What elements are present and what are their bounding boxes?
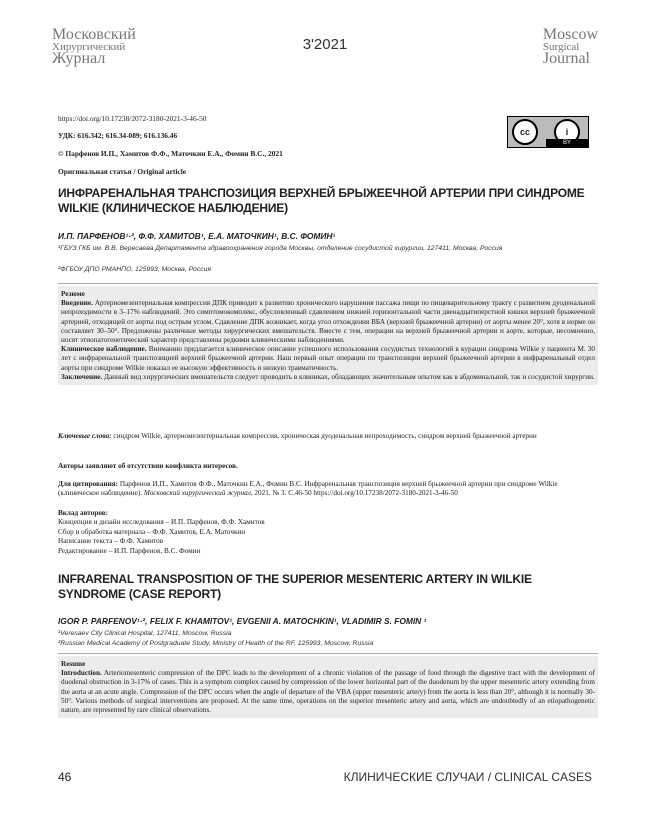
cc-icon: cc	[512, 119, 538, 145]
logo-right-line1: Moscow	[542, 26, 598, 43]
article-type: Оригинальная статья / Original article	[58, 167, 187, 176]
abstract-intro-ru: Введение. Артериомезентериальная компрессия ДПК приводит к развитию хронического нарушения пассажа пищи по пищеварительному тракту с развитием дуоденальной непроходимости в 3–17% наблюдений. Это симптомокомплекс, обусловленный сдавлением нижней горизонтальной части двенадцатиперстной кишки верхней брыжеечной артерией, отходящей от аорты под острым углом. Сдавление ДПК возникает, когда угол отхождения ВБА (верхней брыжеечной артерии) от аорты менее 20°, хотя в норме он составляет 30–50°. Предложены различные методы хирургических вмешательств. Вместе с тем, операции на верхней брыжеечной артерии и аорте, которые, несомненно, носят этиопатогенетический характер представлены редкими клиническими наблюдениями.	[61, 299, 595, 345]
abstract-en	[58, 656, 598, 718]
author-contributions: Вклад авторов: Концепция и дизайн исследования – И.П. Парфенов, Ф.Ф. Хамитов Сбор и обработка материала – Ф.Ф. Хамитов, Е.А. Маточкин Написание текста – Ф.Ф. Хамитов Редактирование – И.П. Парфенов, В.С. Фомин	[58, 509, 598, 556]
affiliation-en-1: ¹Veresaev City Clinical Hospital, 127411, Moscow, Russia	[58, 630, 232, 637]
abstract-case-ru: Клиническое наблюдение. Вниманию предлагается клиническое описание успешного использования сосудистых технологий в курации синдрома Wilkie у пациента М. 30 лет с инфраренальной транспозицией верхней брыжеечной артерии. Наш первый опыт операции по транспозиции верхней брыжеечной артерии в инфраренальный отдел аорты при синдроме Wilkie показал ее высокую эффективность и низкую травматичность.	[61, 345, 595, 372]
doi-link[interactable]: https://doi.org/10.17238/2072-3180-2021-3-46-50	[58, 114, 207, 123]
divider	[58, 283, 598, 284]
keywords-ru: Ключевые слова: синдром Wilkie, артериомезентериальная компрессия, хроническая дуоденальная непроходимость, синдром верхней брыжеечной артерии	[58, 432, 537, 440]
udk: УДК: 616.342; 616.34-089; 616.136.46	[58, 131, 178, 140]
contribution-item: Редактирование – И.П. Парфенов, В.С. Фомин	[58, 546, 201, 555]
logo-left-line3: Журнал	[52, 50, 106, 67]
logo-right-line3: Journal	[542, 50, 590, 67]
journal-logo-right	[542, 26, 598, 67]
logo-right-line2: Surgical	[542, 41, 580, 53]
conflict-statement: Авторы заявляют об отсутствии конфликта интересов.	[58, 462, 238, 470]
contribution-item: Концепция и дизайн исследования – И.П. Парфенов, Ф.Ф. Хамитов	[58, 518, 265, 527]
abstract-conclusion-ru: Заключение. Данный вид хирургических вмешательств следует проводить в клиниках, обладающих значительным опытом как в абдоминальной, так и сосудистой хирургии.	[61, 372, 595, 381]
person-icon: i	[554, 119, 580, 145]
cc-by-license-badge	[507, 116, 589, 148]
logo-left-line2: Хирургический	[52, 41, 126, 53]
section-name: КЛИНИЧЕСКИЕ СЛУЧАИ / CLINICAL CASES	[343, 770, 592, 784]
citation: Для цитирования: Парфенов И.П., Хамитов Ф.Ф., Маточкин Е.А., Фомин В.С. Инфраренальная транспозиция верхней брыжеечной артерии при синдроме Wilkie (клиническое наблюдение). Московский хирургический журнал, 2021. № 3. С.46-50 https://doi.org/10.17238/2072-3180-2021-3-46-50	[58, 480, 558, 498]
article-title-ru: ИНФРАРЕНАЛЬНАЯ ТРАНСПОЗИЦИЯ ВЕРХНЕЙ БРЫЖЕЕЧНОЙ АРТЕРИИ ПРИ СИНДРОМЕ WILKIE (КЛИНИЧЕСКОЕ НАБЛЮДЕНИЕ)	[58, 186, 585, 215]
logo-left-line1: Московский	[52, 26, 136, 43]
article-title-en: INFRARENAL TRANSPOSITION OF THE SUPERIOR MESENTERIC ARTERY IN WILKIE SYNDROME (CASE REPORT)	[58, 572, 532, 601]
issue-number: 3'2021	[302, 36, 348, 53]
divider	[58, 653, 598, 654]
authors-en: IGOR P. PARFENOV¹·², FELIX F. KHAMITOV¹, EVGENII A. MATOCHKIN¹, VLADIMIR S. FOMIN ¹	[58, 616, 427, 626]
contribution-item: Написание текста – Ф.Ф. Хамитов	[58, 537, 164, 546]
contribution-item: Сбор и обработка материала – Ф.Ф. Хамитов, Е.А. Маточкин	[58, 527, 246, 536]
abstract-heading-en: Resume	[61, 660, 86, 668]
copyright: © Парфенов И.П., Хамитов Ф.Ф., Маточкин Е.А., Фомин В.С., 2021	[58, 149, 283, 158]
abstract-heading-ru: Резюме	[61, 290, 85, 298]
authors-ru: И.П. ПАРФЕНОВ¹·², Ф.Ф. ХАМИТОВ¹, Е.А. МАТОЧКИН¹, В.С. ФОМИН¹	[58, 231, 336, 241]
affiliation-ru-2: ²ФГБОУ ДПО РМАНПО, 125993, Москва, Россия	[58, 266, 212, 273]
by-label: BY	[546, 139, 588, 147]
affiliation-en-2: ²Russian Medical Academy of Postgraduate Study, Ministry of Health of the RF, 125993, Moscow, Russia	[58, 640, 374, 647]
affiliation-ru-1: ¹ГБУЗ ГКБ им. В.В. Вересаева Департамента здравоохранения города Москвы, отделение сосудистой хирургии, 127411, Москва, Россия	[58, 245, 503, 252]
abstract-intro-en: Introduction. Arteriomesenteric compression of the DPC leads to the development of a chronic violation of the passage of food through the digestive tract with the development of duodenal obstruction in 3-17% of cases. This is a symptom complex caused by compression of the lower horizontal part of the duodenum by the upper mesenteric artery extending from the aorta at an acute angle. Compression of the DPC occurs when the angle of departure of the VBA (upper mesenteric artery) from the aorta is less than 20°, although it is normally 30-50°. Various methods of surgical interventions are proposed. At the same time, operations on the superior mesenteric artery and aorta, which are undoubtedly of an etiopathogenetic nature, are represented by rare clinical observations.	[61, 669, 595, 715]
page-number: 46	[58, 770, 72, 784]
abstract-ru	[58, 286, 598, 385]
